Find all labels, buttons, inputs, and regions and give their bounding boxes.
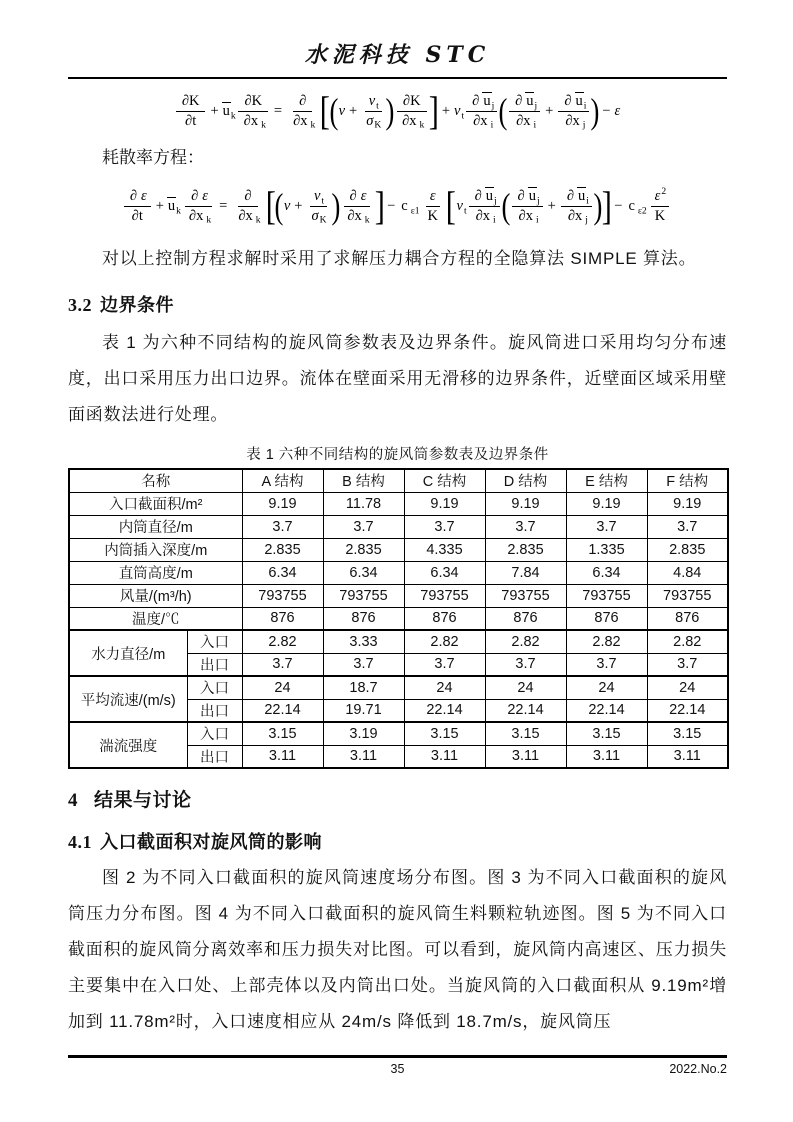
- table-cell: 24: [242, 676, 323, 699]
- equation-token: u: [578, 187, 586, 204]
- row-label-cell: 内筒插入深度/m: [69, 538, 242, 561]
- equation-token: (: [329, 90, 339, 131]
- equation-token: K: [319, 214, 327, 226]
- equation-token: ∂x: [518, 207, 533, 224]
- table-cell: 876: [404, 607, 485, 630]
- table-cell: 2.835: [242, 538, 323, 561]
- equation-token: ε: [140, 187, 147, 204]
- equation-token: ∂: [564, 92, 572, 109]
- page-number: 35: [390, 1062, 405, 1076]
- sub-label-cell: 入口: [187, 630, 242, 653]
- equation-token: ∂K: [181, 92, 200, 109]
- row-label-cell: 湍流强度: [69, 722, 187, 768]
- table-cell: 3.7: [566, 653, 647, 676]
- journal-title: 水泥科技 STC: [304, 42, 491, 68]
- section-heading-4: [68, 785, 727, 812]
- equation-token: ∂x: [402, 112, 417, 129]
- equation-token: ∂x: [475, 207, 491, 224]
- row-label-cell: 风量/(m³/h): [69, 584, 242, 607]
- fraction: [422, 188, 444, 224]
- equation-token: ∂: [349, 187, 357, 204]
- fraction: [183, 188, 214, 224]
- table-cell: 793755: [485, 584, 566, 607]
- equation-token: =: [273, 102, 283, 119]
- equation-token: i: [583, 99, 587, 111]
- table-cell: 11.78: [323, 492, 404, 515]
- equation-token: ∂: [244, 187, 252, 204]
- equation-token: ): [331, 185, 340, 226]
- table-cell: 19.71: [323, 699, 404, 722]
- equation-token: ∂t: [185, 112, 197, 129]
- table-cell: 793755: [323, 584, 404, 607]
- table-cell: 24: [566, 676, 647, 699]
- row-label-cell: 入口截面积/m²: [69, 492, 242, 515]
- table-cell: 24: [404, 676, 485, 699]
- table-cell: 3.7: [242, 515, 323, 538]
- equation-token: [: [319, 87, 331, 133]
- table-header-cell: D 结构: [485, 469, 566, 492]
- equation-token: +: [441, 102, 451, 119]
- section-title: 入口截面积对旋风筒的影响: [100, 832, 322, 852]
- equation-token: k: [206, 214, 212, 226]
- equation-token: σ: [366, 112, 374, 129]
- equation-token: ∂: [472, 92, 480, 109]
- fraction: [649, 185, 671, 224]
- row-label-cell: 水力直径/m: [69, 630, 187, 676]
- table-cell: 6.34: [404, 561, 485, 584]
- equation-token: ∂: [129, 187, 137, 204]
- sub-label-cell: 出口: [187, 653, 242, 676]
- table-cell: 18.7: [323, 676, 404, 699]
- epsilon-equation: [68, 175, 727, 237]
- equation-token: u: [528, 187, 536, 204]
- equation-token: u: [485, 187, 494, 204]
- equation-token: ν: [368, 92, 376, 109]
- table-cell: 22.14: [242, 699, 323, 722]
- equation-token: ν: [338, 102, 346, 119]
- results-paragraph: 图 2 为不同入口截面积的旋风筒速度场分布图。图 3 为不同入口截面积的旋风筒压力分布图。图 4 为不同入口截面积的旋风筒生料颗粒轨迹图。图 5 为不同入口截面积的旋风筒分离效率和压力损失对比图。可以看到，旋风筒内高速区、压力损失主要集中在入口处、上部壳体以及内筒出口处。当旋风筒的入口截面积从 9.19m²增加到 11.78m²时，入口速度相应从 24m/s 降低到 18.7m/s，旋风筒压: [68, 868, 727, 1031]
- fraction: [561, 188, 592, 224]
- equation-token: k: [230, 109, 236, 121]
- table-cell: 3.11: [404, 745, 485, 768]
- equation-token: ν: [456, 197, 463, 214]
- row-label-cell: 直筒高度/m: [69, 561, 242, 584]
- table-cell: 22.14: [647, 699, 728, 722]
- fraction: [558, 93, 589, 129]
- table-row: [69, 515, 728, 538]
- equation-token: +: [210, 102, 219, 119]
- equation-token: ]: [601, 182, 612, 228]
- table-cell: 2.835: [647, 538, 728, 561]
- equation-token: ∂x: [243, 112, 259, 129]
- equation-token: k: [310, 119, 316, 131]
- table-cell: 2.82: [242, 630, 323, 653]
- equation-token: +: [547, 197, 556, 214]
- section-number: 4.1: [68, 832, 92, 852]
- parameters-table-body: [69, 469, 728, 768]
- table-cell: 22.14: [485, 699, 566, 722]
- equation-token: [: [445, 182, 456, 228]
- table-cell: 3.15: [485, 722, 566, 745]
- table-header-cell: B 结构: [323, 469, 404, 492]
- equation-token: ε: [654, 187, 661, 204]
- table-header-cell: F 结构: [647, 469, 728, 492]
- table-row: [69, 607, 728, 630]
- equation-token: i: [586, 194, 589, 206]
- table-row: [69, 722, 728, 745]
- fraction: [238, 93, 269, 129]
- section-number: 3.2: [68, 295, 92, 315]
- table-cell: 793755: [242, 584, 323, 607]
- simple-algorithm-paragraph: 对以上控制方程求解时采用了求解压力耦合方程的全隐算法 SIMPLE 算法。: [102, 249, 697, 268]
- equation-token: −: [387, 197, 396, 214]
- equation-token: (: [274, 185, 284, 226]
- equation-token: i: [533, 119, 537, 131]
- table-cell: 4.335: [404, 538, 485, 561]
- table-cell: 2.82: [566, 630, 647, 653]
- table-cell: 3.7: [647, 653, 728, 676]
- equation-token: [: [265, 182, 276, 228]
- equation-token: u: [575, 92, 583, 109]
- sub-label-cell: 入口: [187, 722, 242, 745]
- table-header-cell: 名称: [69, 469, 242, 492]
- section-heading-4-1: [68, 828, 727, 854]
- equation-token: ε: [360, 187, 367, 204]
- table-cell: 876: [566, 607, 647, 630]
- table-cell: 6.34: [323, 561, 404, 584]
- table-cell: 24: [647, 676, 728, 699]
- equation-token: ∂x: [473, 112, 488, 129]
- equation-token: u: [222, 102, 230, 119]
- table-cell: 3.19: [323, 722, 404, 745]
- equation-token: K: [654, 207, 666, 224]
- equation-token: u: [483, 92, 491, 109]
- table-cell: 2.835: [323, 538, 404, 561]
- table-row: [69, 469, 728, 492]
- fraction: [307, 188, 329, 224]
- equation-token: t: [463, 204, 467, 216]
- fraction: [396, 93, 427, 129]
- table-cell: 22.14: [566, 699, 647, 722]
- fraction: [509, 93, 540, 129]
- fraction: [124, 188, 151, 224]
- fraction: [466, 93, 497, 129]
- equation-token: 2: [661, 185, 667, 197]
- table-cell: 2.82: [647, 630, 728, 653]
- table-cell: 7.84: [485, 561, 566, 584]
- equation-token: K: [374, 119, 382, 131]
- table-cell: 793755: [404, 584, 485, 607]
- table-cell: 876: [323, 607, 404, 630]
- section-heading-3-2: [68, 291, 727, 317]
- table-cell: 3.7: [485, 653, 566, 676]
- table-cell: 9.19: [242, 492, 323, 515]
- equation-token: ∂x: [188, 207, 204, 224]
- table-cell: 9.19: [404, 492, 485, 515]
- equation-token: ∂x: [293, 112, 308, 129]
- fraction: [512, 188, 543, 224]
- table-cell: 2.835: [485, 538, 566, 561]
- issue-number: 2022.No.2: [669, 1062, 727, 1076]
- table-cell: 3.11: [323, 745, 404, 768]
- equation-token: t: [461, 109, 465, 121]
- table-cell: 4.84: [647, 561, 728, 584]
- table-cell: 2.82: [485, 630, 566, 653]
- fraction: [176, 93, 206, 129]
- table-cell: 3.11: [647, 745, 728, 768]
- table-cell: 3.15: [647, 722, 728, 745]
- table-cell: 3.11: [485, 745, 566, 768]
- table-cell: 3.7: [566, 515, 647, 538]
- equation-token: ε: [429, 187, 436, 204]
- table-header-cell: C 结构: [404, 469, 485, 492]
- table-cell: 793755: [647, 584, 728, 607]
- equation-token: k: [364, 214, 370, 226]
- fraction: [341, 188, 372, 224]
- page-footer: [68, 1055, 727, 1080]
- sub-label-cell: 出口: [187, 745, 242, 768]
- table-cell: 3.15: [566, 722, 647, 745]
- equation-token: ∂x: [565, 112, 580, 129]
- equation-token: j: [582, 119, 586, 131]
- equation-token: u: [526, 92, 534, 109]
- table-cell: 876: [485, 607, 566, 630]
- fraction: [362, 93, 384, 129]
- table-cell: 1.335: [566, 538, 647, 561]
- equation-token: c: [401, 197, 408, 214]
- equation-token: j: [536, 194, 540, 206]
- k-equation: [68, 85, 727, 137]
- equation-token: ∂K: [402, 92, 421, 109]
- equation-token: ∂: [515, 92, 523, 109]
- table-cell: 9.19: [647, 492, 728, 515]
- equation-token: ]: [429, 87, 440, 133]
- equation-token: u: [167, 197, 176, 214]
- equation-token: +: [155, 197, 164, 214]
- equation-token: −: [614, 197, 623, 214]
- table-cell: 22.14: [404, 699, 485, 722]
- fraction: [287, 93, 318, 129]
- table-cell: 3.7: [323, 515, 404, 538]
- equation-token: ε1: [410, 204, 420, 216]
- equation-token: j: [585, 214, 588, 226]
- equation-token: ∂t: [131, 207, 143, 224]
- equation-token: ε: [614, 102, 621, 119]
- equation-token: =: [219, 197, 228, 214]
- table-cell: 9.19: [566, 492, 647, 515]
- journal-header: [68, 0, 727, 79]
- table-cell: 6.34: [242, 561, 323, 584]
- page-content: [68, 0, 727, 1040]
- equation-token: ): [385, 90, 395, 131]
- equation-token: ∂x: [238, 207, 253, 224]
- table-row: [69, 492, 728, 515]
- equation-token: ∂: [299, 92, 307, 109]
- equation-token: −: [602, 102, 611, 119]
- table-cell: 24: [485, 676, 566, 699]
- sub-label-cell: 入口: [187, 676, 242, 699]
- table-cell: 3.7: [404, 653, 485, 676]
- table-cell: 876: [242, 607, 323, 630]
- equation-token: ∂: [474, 187, 482, 204]
- table-cell: 876: [647, 607, 728, 630]
- equation-token: ): [590, 90, 600, 131]
- equation-token: ∂x: [516, 112, 531, 129]
- table-cell: 3.7: [485, 515, 566, 538]
- equation-token: k: [261, 119, 266, 131]
- table-header-cell: E 结构: [566, 469, 647, 492]
- equation-token: ν: [313, 187, 321, 204]
- equation-token: ν: [283, 197, 291, 214]
- equation-token: ): [593, 185, 603, 226]
- table-cell: 3.11: [566, 745, 647, 768]
- parameters-table: [68, 468, 729, 769]
- fraction: [232, 188, 263, 224]
- equation-token: i: [535, 214, 539, 226]
- section-title: 结果与讨论: [94, 790, 192, 811]
- equation-token: i: [493, 214, 496, 226]
- row-label-cell: 内筒直径/m: [69, 515, 242, 538]
- table-cell: 6.34: [566, 561, 647, 584]
- equation-token: ∂: [191, 187, 199, 204]
- table-header-cell: A 结构: [242, 469, 323, 492]
- equation-token: i: [490, 119, 494, 131]
- row-label-cell: 平均流速/(m/s): [69, 676, 187, 722]
- equation-token: j: [494, 194, 497, 206]
- table-cell: 2.82: [404, 630, 485, 653]
- equation-token: k: [255, 214, 261, 226]
- section-number: 4: [68, 790, 78, 811]
- table-cell: 3.7: [323, 653, 404, 676]
- equation-token: j: [491, 99, 495, 111]
- equation-token: k: [419, 119, 425, 131]
- table-row: [69, 538, 728, 561]
- equation-token: ε: [202, 187, 208, 204]
- table-cell: 793755: [566, 584, 647, 607]
- equation-token: (: [501, 185, 511, 226]
- equation-token: +: [294, 197, 303, 214]
- table-cell: 3.7: [242, 653, 323, 676]
- equation-token: ]: [374, 182, 385, 228]
- equation-token: ∂K: [244, 92, 263, 109]
- equation-token: c: [628, 197, 635, 214]
- equation-token: σ: [311, 207, 319, 224]
- equation-token: ν: [454, 102, 461, 119]
- boundary-conditions-paragraph: 表 1 为六种不同结构的旋风筒参数表及边界条件。旋风筒进口采用均匀分布速度，出口采用压力出口边界。流体在壁面采用无滑移的边界条件，近壁面区域采用壁面函数法进行处理。: [68, 333, 727, 424]
- table-row: [69, 630, 728, 653]
- equation-token: ∂x: [567, 207, 583, 224]
- equation-token: ∂x: [347, 207, 362, 224]
- table-row: [69, 561, 728, 584]
- footer-row: [68, 1058, 727, 1080]
- equation-token: t: [376, 99, 379, 111]
- section-title: 边界条件: [100, 295, 174, 315]
- table-row: [69, 584, 728, 607]
- table-cell: 3.7: [404, 515, 485, 538]
- table-cell: 3.33: [323, 630, 404, 653]
- table-cell: 3.11: [242, 745, 323, 768]
- table-cell: 9.19: [485, 492, 566, 515]
- equation-token: k: [176, 204, 181, 216]
- equation-token: (: [498, 90, 508, 131]
- equation-token: +: [545, 102, 554, 119]
- equation-token: t: [321, 194, 325, 206]
- equation-token: j: [534, 99, 538, 111]
- table-caption: 表 1 六种不同结构的旋风筒参数表及边界条件: [246, 447, 549, 463]
- table-cell: 3.7: [647, 515, 728, 538]
- fraction: [469, 188, 500, 224]
- equation-token: ε2: [637, 204, 647, 216]
- table-cell: 3.15: [404, 722, 485, 745]
- dissipation-equation-label: 耗散率方程：: [102, 148, 204, 167]
- row-label-cell: 温度/℃: [69, 607, 242, 630]
- equation-token: K: [427, 207, 438, 224]
- table-row: [69, 676, 728, 699]
- sub-label-cell: 出口: [187, 699, 242, 722]
- table-cell: 3.15: [242, 722, 323, 745]
- equation-token: +: [349, 102, 358, 119]
- equation-token: ∂: [517, 187, 525, 204]
- equation-token: ∂: [566, 187, 574, 204]
